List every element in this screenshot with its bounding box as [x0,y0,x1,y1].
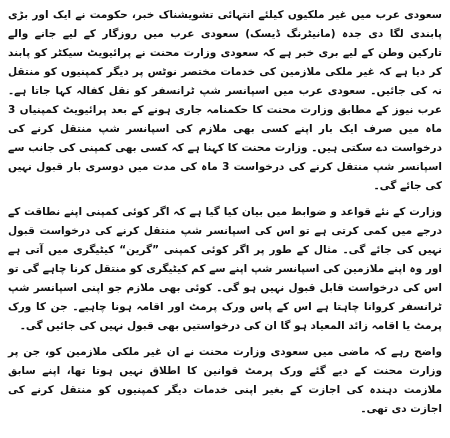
article-headline: سعودی عرب میں غیر ملکیوں کیلئے انتہائی تشویشناک خبر، حکومت نے ایک اور بڑی پابندی لگا دی [8,9,442,40]
article-paragraph-1: جدہ (مانیٹرنگ ڈیسک) سعودی عرب میں روزگار کے لیے جانے والے تارکین وطن کے لیے بری خبر ہے کہ سعودی وزارت محنت نے پرائیویٹ سیکٹر کو پابند کر دیا ہے کہ غیر ملکی ملازمین کی خدمات مختصر نوٹس پر دیگر کمپنیوں کو منتقل نہ کی جائیں۔ سعودی عرب میں اسپانسر شپ ٹرانسفر کو نقل کفالہ کہا جاتا ہے۔ عرب نیوز کے مطابق وزارت محنت کا حکمنامہ جاری ہونے کے بعد پرائیویٹ کمپنیاں 3 ماہ میں صرف ایک بار اپنے کسی بھی ملازم کی اسپانسر شپ منتقل کرنے کی درخواست دے سکتی ہیں۔ وزارت محنت کا کہنا ہے کہ کسی بھی کمپنی کی جانب سے اسپانسر شپ منتقل کرنے کی درخواست 3 ماہ کی مدت میں دوسری بار قبول نہیں کی جائے گی۔ [8,28,442,192]
article-text-block [8,6,442,196]
article-paragraph-2: وزارت کے نئے قواعد و ضوابط میں بیان کیا گیا ہے کہ اگر کوئی کمپنی اپنے نطاقت کے درجے میں کمی کرتی ہے تو اس کی اسپانسر شپ منتقل کرنے کی درخواست قبول نہیں کی جائے گی۔ مثال کے طور پر اگر کوئی کمپنی ”گرین“ کیٹیگری میں آتی ہے اور وہ اپنے ملازمین کی اسپانسر شپ اپنے سے کم کیٹیگری کو منتقل کرنا چاہے گی تو اس کی درخواست قابل قبول نہیں ہو گی۔ کوئی بھی ملازم جو اپنی اسپانسر شپ ٹرانسفر کروانا چاہتا ہے اس کے پاس ورک پرمٹ اور اقامہ ہونا چاہیے۔ جن کا ورک پرمٹ یا اقامہ زائد المعیاد ہو گا ان کی درخواستیں بھی قبول نہیں کی جائیں گی۔ [8,206,442,332]
article-paragraph-3: واضح رہے کہ ماضی میں سعودی وزارت محنت نے ان غیر ملکی ملازمین کو، جن پر وزارت محنت کے دیے گئے ورک پرمٹ قوانین کا اطلاق نہیں ہوتا تھا، اپنے سابق ملازمت دہندہ کی اجازت کے بغیر اپنی خدمات دیگر کمپنیوں کو منتقل کرنے کی اجازت دی تھی۔ [8,346,442,415]
